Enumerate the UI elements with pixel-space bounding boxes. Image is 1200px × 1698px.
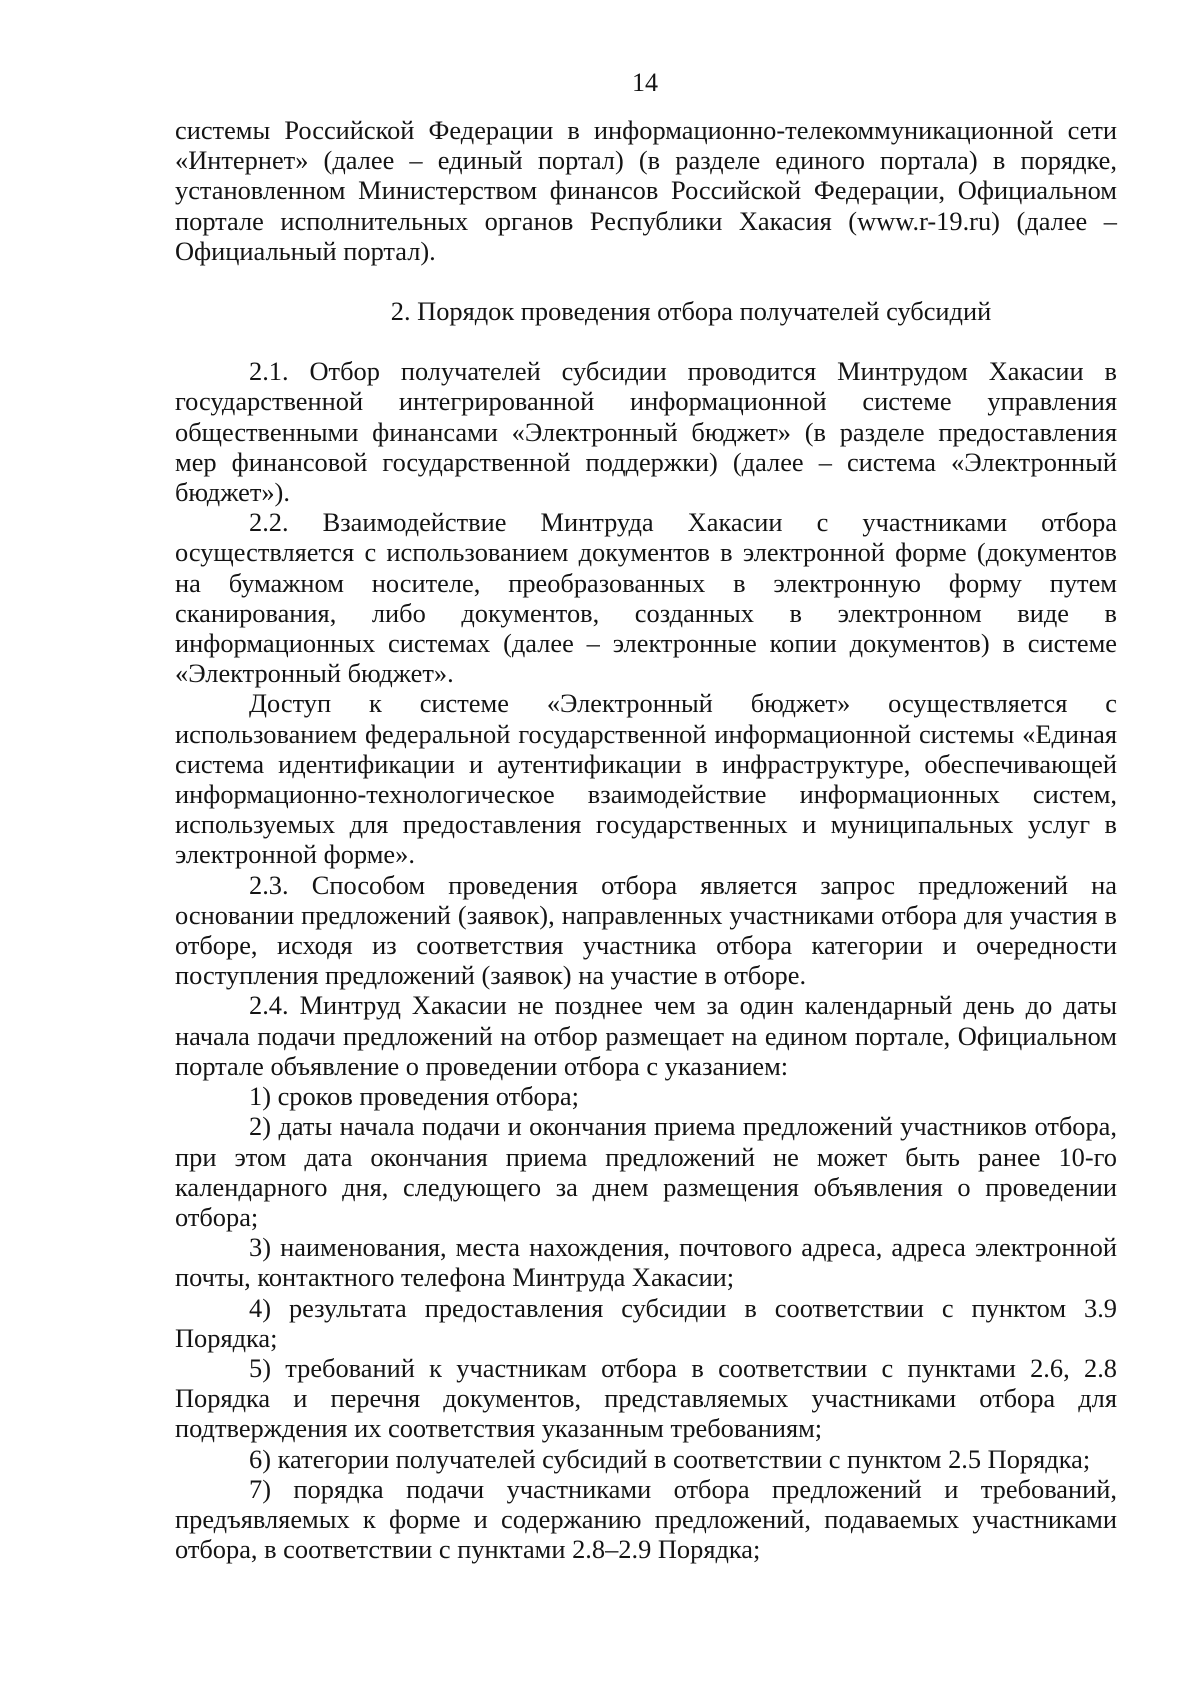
paragraph-2-2: 2.2. Взаимодействие Минтруда Хакасии с участниками отбора осуществляется с использованием документов в электронной форме (документов на бумажном носителе, преобразованных в электронную форму путем сканирования, либо документов, созданных в электронном виде в информационных системах (далее – электронные копии документов) в системе «Электронный бюджет». [175, 507, 1117, 689]
paragraph-2-1: 2.1. Отбор получателей субсидии проводится Минтрудом Хакасии в государственной интегрированной информационной системе управления общественными финансами «Электронный бюджет» (в разделе предоставления мер финансовой государственной поддержки) (далее – система «Электронный бюджет»). [175, 356, 1117, 508]
intro-paragraph: системы Российской Федерации в информационно-телекоммуникационной сети «Интернет» (далее – единый портал) (в разделе единого портала) в порядке, установленном Министерством финансов Российской Федерации, Официальном портале исполнительных органов Республики Хакасия (www.r-19.ru) (далее – Официальный портал). [175, 115, 1117, 266]
list-item-4: 4) результата предоставления субсидии в соответствии с пунктом 3.9 Порядка; [175, 1292, 1117, 1353]
document-body [175, 115, 1117, 1564]
list-item-3: 3) наименования, места нахождения, почтового адреса, адреса электронной почты, контактного телефона Минтруда Хакасии; [175, 1232, 1117, 1293]
page-number: 14 [632, 68, 658, 97]
list-item-1: 1) сроков проведения отбора; [249, 1081, 579, 1112]
paragraph-2-4: 2.4. Минтруд Хакасии не позднее чем за один календарный день до даты начала подачи предложений на отбор размещает на едином портале, Официальном портале объявление о проведении отбора с указанием: [175, 990, 1117, 1081]
list-item-6: 6) категории получателей субсидий в соответствии с пунктом 2.5 Порядка; [249, 1443, 1091, 1474]
section-title: 2. Порядок проведения отбора получателей субсидий [390, 296, 992, 327]
list-item-5: 5) требований к участникам отбора в соответствии с пунктами 2.6, 2.8 Порядка и перечня документов, представляемых участниками отбора для подтверждения их соответствия указанным требованиям; [175, 1352, 1117, 1444]
list-item-2: 2) даты начала подачи и окончания приема предложений участников отбора, при этом дата окончания приема предложений не может быть ранее 10-го календарного дня, следующего за днем размещения объявления о проведении отбора; [175, 1111, 1117, 1232]
list-item-7: 7) порядка подачи участниками отбора предложений и требований, предъявляемых к форме и содержанию предложений, подаваемых участниками отбора, в соответствии с пунктами 2.8–2.9 Порядка; [175, 1473, 1117, 1565]
paragraph-2-3: 2.3. Способом проведения отбора является запрос предложений на основании предложений (заявок), направленных участниками отбора для участия в отборе, исходя из соответствия участника отбора категории и очередности поступления предложений (заявок) на участие в отборе. [175, 869, 1117, 991]
paragraph-access: Доступ к системе «Электронный бюджет» осуществляется с использованием федеральной государственной информационной системы «Единая система идентификации и аутентификации в инфраструктуре, обеспечивающей информационно-технологическое взаимодействие информационных систем, используемых для предоставления государственных и муниципальных услуг в электронной форме». [175, 688, 1117, 870]
